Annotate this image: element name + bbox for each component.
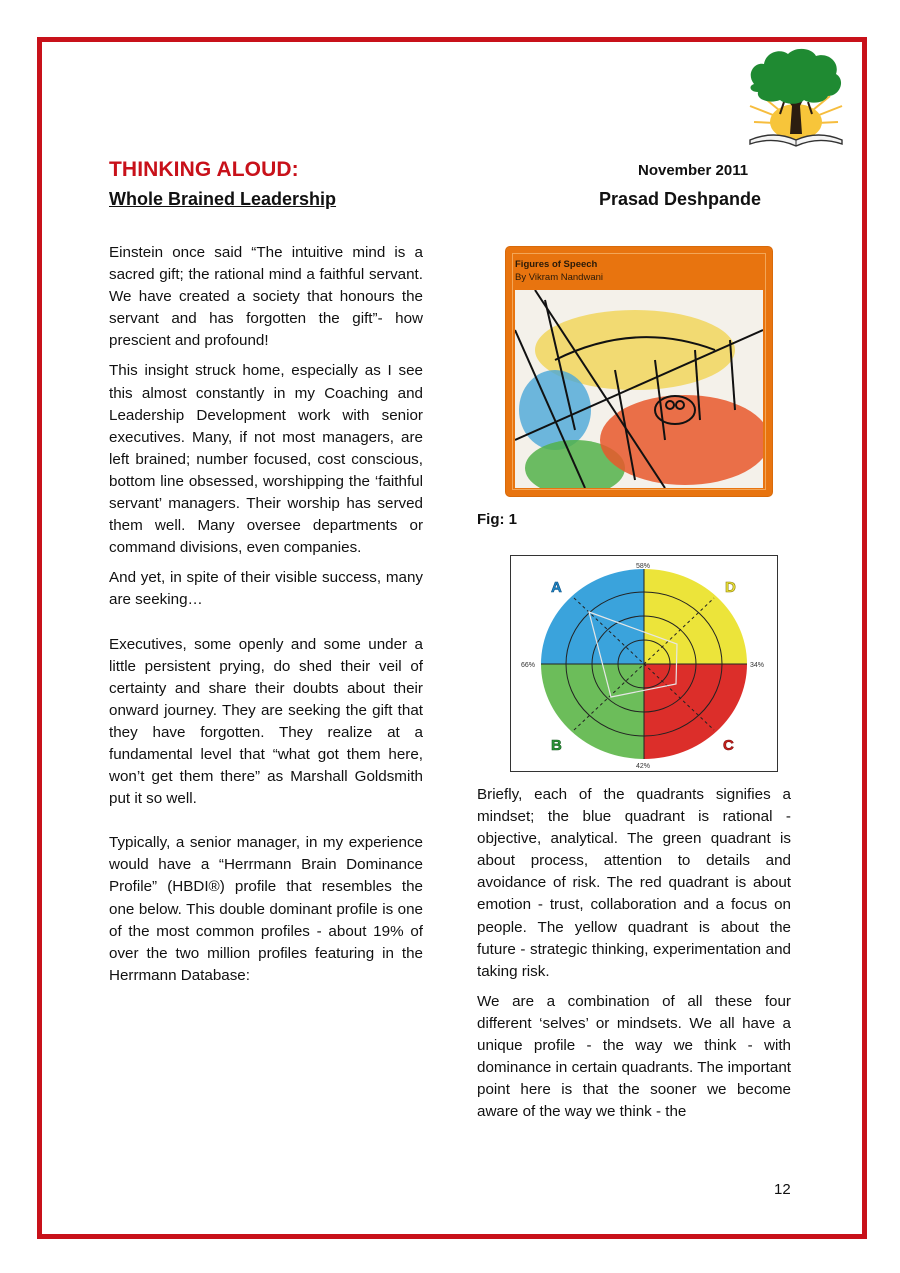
- quadrant-letter-b: B: [551, 737, 562, 754]
- tree-icon: [740, 44, 852, 152]
- axis-label-bottom: 42%: [636, 763, 651, 770]
- figure-label: Fig: 1: [477, 511, 517, 528]
- paragraph: And yet, in spite of their visible success, many are seeking…: [109, 569, 423, 609]
- paragraph: We are a combination of all these four different ‘selves’ or mindsets. We all have a unique profile - the way we think - with dominance in certain quadrants. The important point here is that the sooner we become aware of the way we think - the: [477, 992, 791, 1121]
- paragraph: Einstein once said “The intuitive mind is a sacred gift; the rational mind a faithful servant. We have created a society that honours the servant and has forgotten the gift”- how prescient and profound!: [109, 244, 423, 350]
- quadrant-letter-c: C: [723, 737, 734, 754]
- hbdi-quadrant-diagram: [511, 556, 777, 771]
- axis-label-right: 34%: [750, 662, 765, 669]
- watercolor-sketch-icon: [515, 290, 763, 488]
- left-column: [109, 242, 423, 995]
- article-title: Whole Brained Leadership: [109, 189, 337, 209]
- cartoon-illustration: [515, 290, 763, 488]
- right-column: [477, 784, 791, 1131]
- tree-book-logo: [740, 44, 852, 152]
- hbdi-profile-chart: [510, 555, 778, 772]
- cartoon-title: Figures of Speech: [515, 259, 598, 270]
- axis-label-left: 66%: [521, 662, 536, 669]
- author-name: Prasad Deshpande: [599, 189, 762, 209]
- issue-date: November 2011: [638, 162, 749, 179]
- page-number: 12: [774, 1181, 791, 1198]
- quadrant-letter-a: A: [551, 579, 562, 596]
- cartoon-byline: By Vikram Nandwani: [515, 272, 604, 283]
- cartoon-figure: [506, 247, 772, 496]
- paragraph: This insight struck home, especially as I see this almost constantly in my Coaching and Leadership Development work with senior executives. Many, if not most managers, are left brained; number focused, cost conscious, bottom line obsessed, worshipping the ‘faithful servant’ managers. Their worship has served them well. Many oversee departments or command divisions, even companies.: [109, 362, 423, 557]
- section-title: THINKING ALOUD:: [109, 158, 299, 181]
- paragraph: Executives, some openly and some under a little persistent prying, do shed their veil of certainty and share their doubts about their onward journey. They are seeking the gift that they have forgotten. They realize at a fundamental level that “what got them here, won’t get them there” as Marshall Goldsmith put it so well.: [109, 635, 423, 808]
- axis-label-top: 58%: [636, 563, 651, 570]
- paragraph: Briefly, each of the quadrants signifies a mindset; the blue quadrant is rational - objective, analytical. The green quadrant is about process, attention to details and avoidance of risk. The red quadrant is about emotion - trust, collaboration and a focus on people. The yellow quadrant is about the future - strategic thinking, experimentation and taking risk.: [477, 786, 791, 980]
- quadrant-letter-d: D: [725, 579, 736, 596]
- paragraph: Typically, a senior manager, in my experience would have a “Herrmann Brain Dominance Profile” (HBDI®) profile that resembles the one below. This double dominant profile is one of the most common profiles - about 19% of over the two million profiles featuring in the Herrmann Database:: [109, 834, 423, 984]
